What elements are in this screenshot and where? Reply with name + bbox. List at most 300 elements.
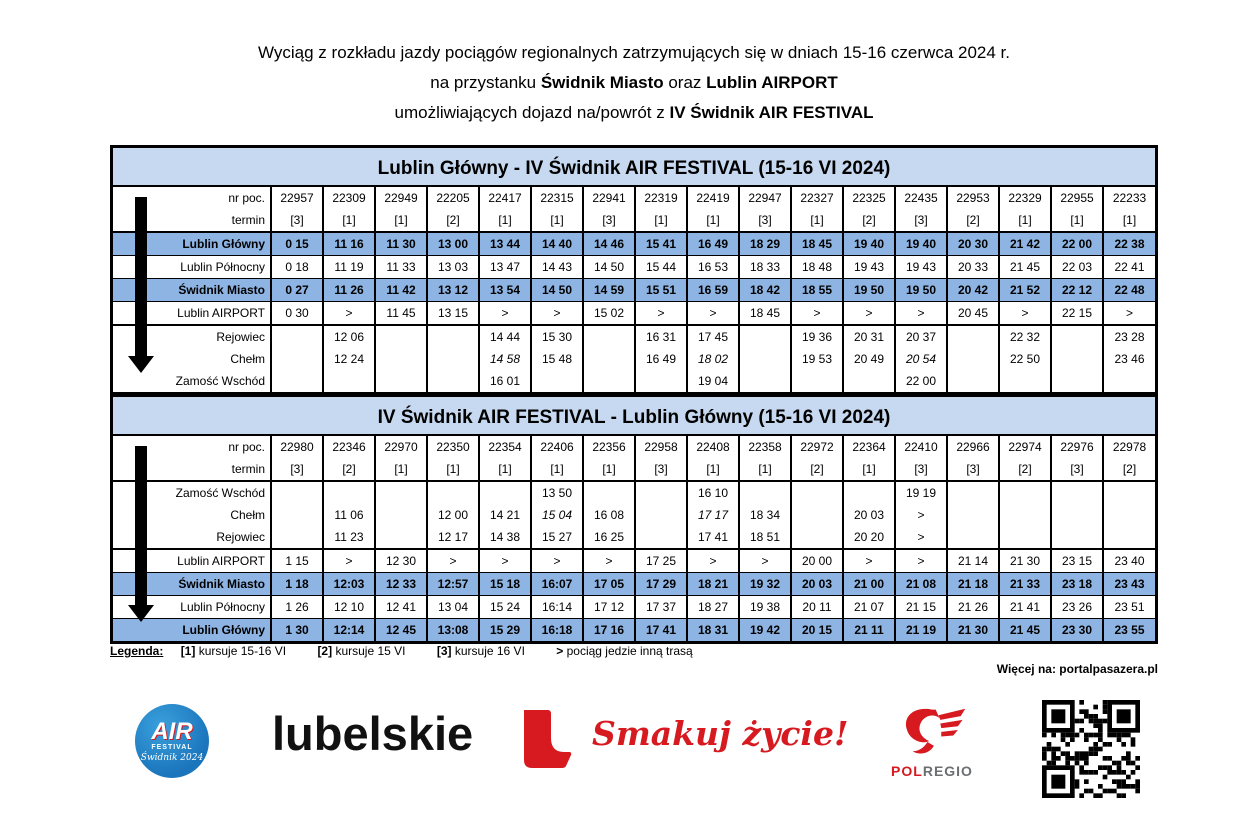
time-cell: 21 18 (947, 573, 999, 596)
time-cell: 21 45 (999, 256, 1051, 279)
time-cell: 18 27 (687, 596, 739, 619)
train-header-cell: 22417 [1] (479, 187, 531, 232)
time-cell: 12 45 (375, 619, 427, 642)
time-cell: 11 42 (375, 279, 427, 302)
time-cell (1051, 348, 1103, 370)
time-cell: 21 30 (947, 619, 999, 642)
time-cell: 13 15 (427, 302, 479, 326)
time-cell: 21 30 (999, 549, 1051, 573)
station-row (113, 596, 1155, 619)
direction-arrow-head (128, 356, 154, 373)
time-cell: 21 08 (895, 573, 947, 596)
train-header-cell: 22972 [2] (791, 436, 843, 481)
time-cell (739, 348, 791, 370)
time-cell: > (479, 302, 531, 326)
time-cell: 18 45 (739, 302, 791, 326)
time-cell: 13 54 (479, 279, 531, 302)
time-cell: 19 04 (687, 370, 739, 392)
time-cell: 19 40 (895, 232, 947, 256)
time-cell (271, 504, 323, 526)
train-header-cell: 22435 [3] (895, 187, 947, 232)
time-cell: 23 46 (1103, 348, 1155, 370)
time-cell: 0 30 (271, 302, 323, 326)
train-header-cell: 22980 [3] (271, 436, 323, 481)
time-cell (427, 481, 479, 504)
time-cell: 19 38 (739, 596, 791, 619)
time-cell: 17 37 (635, 596, 687, 619)
time-cell: 14 21 (479, 504, 531, 526)
title-line-2: na przystanku Świdnik Miasto oraz Lublin AIRPORT (430, 73, 838, 92)
time-cell: 18 42 (739, 279, 791, 302)
time-cell: 19 50 (895, 279, 947, 302)
time-cell (271, 325, 323, 348)
train-header-cell: 22358 [1] (739, 436, 791, 481)
station-label: Świdnik Miasto (113, 573, 271, 596)
time-cell (843, 370, 895, 392)
station-label: Zamość Wschód (113, 481, 271, 504)
time-cell: 15 27 (531, 526, 583, 549)
legend-label: Legenda: (110, 644, 164, 658)
time-cell: 16 53 (687, 256, 739, 279)
time-cell (947, 348, 999, 370)
station-row (113, 504, 1155, 526)
time-cell: 17 16 (583, 619, 635, 642)
time-cell (427, 348, 479, 370)
time-cell: 14 40 (531, 232, 583, 256)
title-line-1: Wyciąg z rozkładu jazdy pociągów regionalnych zatrzymujących się w dniach 15-16 czerwca 2024 r. (258, 43, 1010, 62)
time-cell: 18 02 (687, 348, 739, 370)
station-label: Lublin AIRPORT (113, 302, 271, 326)
time-cell (999, 481, 1051, 504)
time-cell: > (843, 549, 895, 573)
time-cell: 17 41 (687, 526, 739, 549)
time-cell: > (895, 526, 947, 549)
timetable-return-table (113, 436, 1155, 641)
time-cell: 20 54 (895, 348, 947, 370)
time-cell (635, 481, 687, 504)
time-cell: 16:18 (531, 619, 583, 642)
time-cell (1051, 526, 1103, 549)
time-cell: 12 24 (323, 348, 375, 370)
time-cell: 22 03 (1051, 256, 1103, 279)
time-cell: 21 11 (843, 619, 895, 642)
time-cell: 18 34 (739, 504, 791, 526)
time-cell: 15 51 (635, 279, 687, 302)
station-row (113, 481, 1155, 504)
more-info-text: Więcej na: portalpasazera.pl (996, 662, 1158, 676)
time-cell (531, 370, 583, 392)
time-cell: 16 49 (635, 348, 687, 370)
lubelskie-l-icon (514, 708, 576, 775)
time-cell: 12 00 (427, 504, 479, 526)
time-cell (1051, 481, 1103, 504)
time-cell: 17 12 (583, 596, 635, 619)
time-cell: > (999, 302, 1051, 326)
time-cell: 22 32 (999, 325, 1051, 348)
time-cell: 22 15 (1051, 302, 1103, 326)
train-header-cell: 22309 [1] (323, 187, 375, 232)
time-cell: 11 33 (375, 256, 427, 279)
train-header-cell: 22325 [2] (843, 187, 895, 232)
time-cell: 12 17 (427, 526, 479, 549)
train-header-cell: 22976 [3] (1051, 436, 1103, 481)
time-cell: 19 43 (843, 256, 895, 279)
time-cell: > (531, 549, 583, 573)
time-cell: > (791, 302, 843, 326)
time-cell: 16 31 (635, 325, 687, 348)
train-header-cell: 22354 [1] (479, 436, 531, 481)
time-cell (1103, 504, 1155, 526)
time-cell (1103, 370, 1155, 392)
time-cell: 13 44 (479, 232, 531, 256)
time-cell: 13 00 (427, 232, 479, 256)
station-label: Lublin Północny (113, 596, 271, 619)
time-cell: 13 12 (427, 279, 479, 302)
direction-arrow (135, 446, 147, 607)
time-cell (635, 504, 687, 526)
time-cell: > (479, 549, 531, 573)
time-cell: > (895, 504, 947, 526)
corner-labels: nr poc. termin (113, 187, 271, 232)
timetable-outbound-table (113, 187, 1155, 392)
train-header-cell: 22319 [1] (635, 187, 687, 232)
polregio-wordmark: POLREGIO (891, 763, 973, 779)
time-cell (427, 370, 479, 392)
legend-item-2: [2] kursuje 15 VI (317, 644, 406, 658)
time-cell: > (739, 549, 791, 573)
station-row (113, 549, 1155, 573)
station-row (113, 232, 1155, 256)
time-cell (635, 526, 687, 549)
title-line-3: umożliwiających dojazd na/powrót z IV Świdnik AIR FESTIVAL (394, 103, 874, 122)
time-cell: 20 03 (791, 573, 843, 596)
station-label: Chełm (230, 352, 265, 366)
time-cell: > (635, 302, 687, 326)
document-title (110, 38, 1158, 128)
time-cell (1051, 325, 1103, 348)
time-cell: 18 45 (791, 232, 843, 256)
time-cell: 14 44 (479, 325, 531, 348)
time-cell (947, 481, 999, 504)
time-cell: 18 48 (791, 256, 843, 279)
time-cell: 18 21 (687, 573, 739, 596)
time-cell: 13 03 (427, 256, 479, 279)
time-cell (1103, 526, 1155, 549)
time-cell: 21 00 (843, 573, 895, 596)
time-cell: 20 37 (895, 325, 947, 348)
time-cell (791, 526, 843, 549)
time-cell (791, 504, 843, 526)
time-cell: 19 32 (739, 573, 791, 596)
station-label: Zamość Wschód (175, 374, 265, 388)
time-cell: 21 26 (947, 596, 999, 619)
train-header-cell: 22974 [2] (999, 436, 1051, 481)
train-header-cell: 22233 [1] (1103, 187, 1155, 232)
train-header-cell: 22327 [1] (791, 187, 843, 232)
station-row (113, 370, 1155, 392)
station-row (113, 619, 1155, 642)
time-cell: > (583, 549, 635, 573)
station-label: Lublin Północny (113, 256, 271, 279)
timetable-return (110, 394, 1158, 644)
time-cell: > (687, 549, 739, 573)
time-cell: 11 19 (323, 256, 375, 279)
timetable-outbound (110, 145, 1158, 395)
time-cell: 19 43 (895, 256, 947, 279)
time-cell: 16 01 (479, 370, 531, 392)
station-label: Świdnik Miasto (113, 279, 271, 302)
train-header-cell: 22205 [2] (427, 187, 479, 232)
time-cell: 13 50 (531, 481, 583, 504)
time-cell: 21 19 (895, 619, 947, 642)
time-cell (375, 526, 427, 549)
time-cell: 20 00 (791, 549, 843, 573)
air-festival-logo-text: AIR (151, 718, 193, 745)
time-cell (583, 481, 635, 504)
train-header-cell: 22346 [2] (323, 436, 375, 481)
time-cell: 22 50 (999, 348, 1051, 370)
time-cell: 16 25 (583, 526, 635, 549)
time-cell: 19 50 (843, 279, 895, 302)
time-cell (583, 325, 635, 348)
station-label: Lublin Główny (113, 232, 271, 256)
direction-arrow-head (128, 605, 154, 622)
time-cell: 15 18 (479, 573, 531, 596)
time-cell: 15 04 (531, 504, 583, 526)
time-cell (375, 348, 427, 370)
time-cell: 23 43 (1103, 573, 1155, 596)
time-cell (375, 325, 427, 348)
time-cell: 11 16 (323, 232, 375, 256)
time-cell: > (895, 302, 947, 326)
train-header-cell: 22949 [1] (375, 187, 427, 232)
time-cell: 0 15 (271, 232, 323, 256)
time-cell (999, 370, 1051, 392)
station-row (113, 348, 1155, 370)
train-header-cell: 22408 [1] (687, 436, 739, 481)
time-cell: 15 29 (479, 619, 531, 642)
time-cell: > (895, 549, 947, 573)
time-cell: 18 51 (739, 526, 791, 549)
time-cell: 15 24 (479, 596, 531, 619)
time-cell: 22 12 (1051, 279, 1103, 302)
lubelskie-wordmark: lubelskie (272, 707, 474, 760)
time-cell: 19 53 (791, 348, 843, 370)
time-cell (739, 481, 791, 504)
station-row (113, 526, 1155, 549)
time-cell: > (323, 302, 375, 326)
time-cell: 15 30 (531, 325, 583, 348)
train-header-cell: 22978 [2] (1103, 436, 1155, 481)
time-cell (375, 504, 427, 526)
time-cell: 14 38 (479, 526, 531, 549)
time-cell: > (427, 549, 479, 573)
time-cell: 13 47 (479, 256, 531, 279)
time-cell: 12 41 (375, 596, 427, 619)
time-cell: 20 11 (791, 596, 843, 619)
time-cell (947, 526, 999, 549)
time-cell: 14 50 (583, 256, 635, 279)
legend-item-1: [1] kursuje 15-16 VI (180, 644, 287, 658)
train-header-cell: 22953 [2] (947, 187, 999, 232)
station-label: Rejowiec (113, 325, 271, 348)
station-row (113, 256, 1155, 279)
legend-item-4: > pociąg jedzie inną trasą (556, 644, 693, 658)
time-cell: 19 40 (843, 232, 895, 256)
time-cell: 23 40 (1103, 549, 1155, 573)
time-cell: 16 10 (687, 481, 739, 504)
time-cell: 18 55 (791, 279, 843, 302)
time-cell: 20 42 (947, 279, 999, 302)
timetable-outbound-title: Lublin Główny - IV Świdnik AIR FESTIVAL (15-16 VI 2024) (110, 145, 1158, 187)
time-cell (323, 370, 375, 392)
time-cell (947, 325, 999, 348)
time-cell: 16 08 (583, 504, 635, 526)
time-cell: 11 30 (375, 232, 427, 256)
time-cell: 21 52 (999, 279, 1051, 302)
time-cell: 11 23 (323, 526, 375, 549)
qr-code (1042, 700, 1140, 798)
time-cell: 20 49 (843, 348, 895, 370)
time-cell (583, 348, 635, 370)
time-cell: 23 18 (1051, 573, 1103, 596)
time-cell: 16:14 (531, 596, 583, 619)
time-cell: 20 20 (843, 526, 895, 549)
time-cell (271, 348, 323, 370)
station-label: Rejowiec (216, 530, 265, 544)
train-header-cell: 22958 [3] (635, 436, 687, 481)
time-cell (479, 481, 531, 504)
time-cell: 14 58 (479, 348, 531, 370)
time-cell: 17 17 (687, 504, 739, 526)
time-cell: 21 42 (999, 232, 1051, 256)
train-header-cell: 22957 [3] (271, 187, 323, 232)
time-cell: 17 29 (635, 573, 687, 596)
train-header-cell: 22941 [3] (583, 187, 635, 232)
time-cell (739, 325, 791, 348)
time-cell: 22 00 (895, 370, 947, 392)
time-cell (1051, 370, 1103, 392)
time-cell (427, 325, 479, 348)
train-header-cell: 22955 [1] (1051, 187, 1103, 232)
station-label: Lublin AIRPORT (113, 549, 271, 573)
time-cell: 15 02 (583, 302, 635, 326)
footer-logos (110, 698, 1158, 813)
time-cell (791, 481, 843, 504)
time-cell: 1 18 (271, 573, 323, 596)
time-cell: 16 59 (687, 279, 739, 302)
time-cell: 19 42 (739, 619, 791, 642)
time-cell (271, 481, 323, 504)
time-cell: 23 55 (1103, 619, 1155, 642)
station-row (113, 279, 1155, 302)
time-cell: 21 41 (999, 596, 1051, 619)
time-cell: 20 33 (947, 256, 999, 279)
time-cell: 11 26 (323, 279, 375, 302)
time-cell (323, 481, 375, 504)
station-label: Lublin Główny (113, 619, 271, 642)
station-row (113, 325, 1155, 348)
time-cell (1103, 481, 1155, 504)
time-cell: 19 19 (895, 481, 947, 504)
time-cell: 16:07 (531, 573, 583, 596)
time-cell: 18 31 (687, 619, 739, 642)
train-header-cell: 22350 [1] (427, 436, 479, 481)
time-cell: 23 51 (1103, 596, 1155, 619)
time-cell: > (843, 302, 895, 326)
time-cell: 21 15 (895, 596, 947, 619)
time-cell: 15 48 (531, 348, 583, 370)
time-cell: 1 15 (271, 549, 323, 573)
time-cell (739, 370, 791, 392)
train-header-cell: 22419 [1] (687, 187, 739, 232)
time-cell: 18 29 (739, 232, 791, 256)
time-cell: > (531, 302, 583, 326)
time-cell: 23 28 (1103, 325, 1155, 348)
time-cell: 12 33 (375, 573, 427, 596)
time-cell: 21 14 (947, 549, 999, 573)
legend-item-3: [3] kursuje 16 VI (436, 644, 525, 658)
time-cell: > (687, 302, 739, 326)
time-cell: 12 10 (323, 596, 375, 619)
time-cell: 22 41 (1103, 256, 1155, 279)
time-cell: 20 31 (843, 325, 895, 348)
time-cell: 12:57 (427, 573, 479, 596)
smakuj-zycie-slogan: Smakuj życie! (592, 714, 849, 753)
train-header-cell: 22970 [1] (375, 436, 427, 481)
time-cell: 12 06 (323, 325, 375, 348)
time-cell: 16 49 (687, 232, 739, 256)
polregio-bird-icon (895, 704, 969, 756)
time-cell (947, 370, 999, 392)
legend (110, 644, 1158, 658)
time-cell: 11 45 (375, 302, 427, 326)
time-cell (843, 481, 895, 504)
time-cell (1051, 504, 1103, 526)
time-cell: 13 04 (427, 596, 479, 619)
time-cell: 12 30 (375, 549, 427, 573)
time-cell (947, 504, 999, 526)
time-cell: > (323, 549, 375, 573)
time-cell: 14 50 (531, 279, 583, 302)
time-cell (999, 504, 1051, 526)
station-row (113, 302, 1155, 326)
time-cell: 17 25 (635, 549, 687, 573)
train-header-cell: 22356 [1] (583, 436, 635, 481)
time-cell: 21 07 (843, 596, 895, 619)
time-cell: 15 41 (635, 232, 687, 256)
direction-arrow (135, 197, 147, 358)
time-cell: 19 36 (791, 325, 843, 348)
time-cell: 13:08 (427, 619, 479, 642)
time-cell: 17 45 (687, 325, 739, 348)
time-cell: 22 00 (1051, 232, 1103, 256)
time-cell (375, 370, 427, 392)
train-header-cell: 22410 [3] (895, 436, 947, 481)
time-cell: 21 45 (999, 619, 1051, 642)
time-cell: 20 15 (791, 619, 843, 642)
station-label: Chełm (230, 508, 265, 522)
time-cell: 1 30 (271, 619, 323, 642)
time-cell: 17 05 (583, 573, 635, 596)
time-cell (999, 526, 1051, 549)
time-cell: 14 59 (583, 279, 635, 302)
time-cell: 20 30 (947, 232, 999, 256)
time-cell: 11 06 (323, 504, 375, 526)
train-header-cell: 22966 [3] (947, 436, 999, 481)
time-cell (791, 370, 843, 392)
timetable-return-title: IV Świdnik AIR FESTIVAL - Lublin Główny (15-16 VI 2024) (110, 394, 1158, 436)
